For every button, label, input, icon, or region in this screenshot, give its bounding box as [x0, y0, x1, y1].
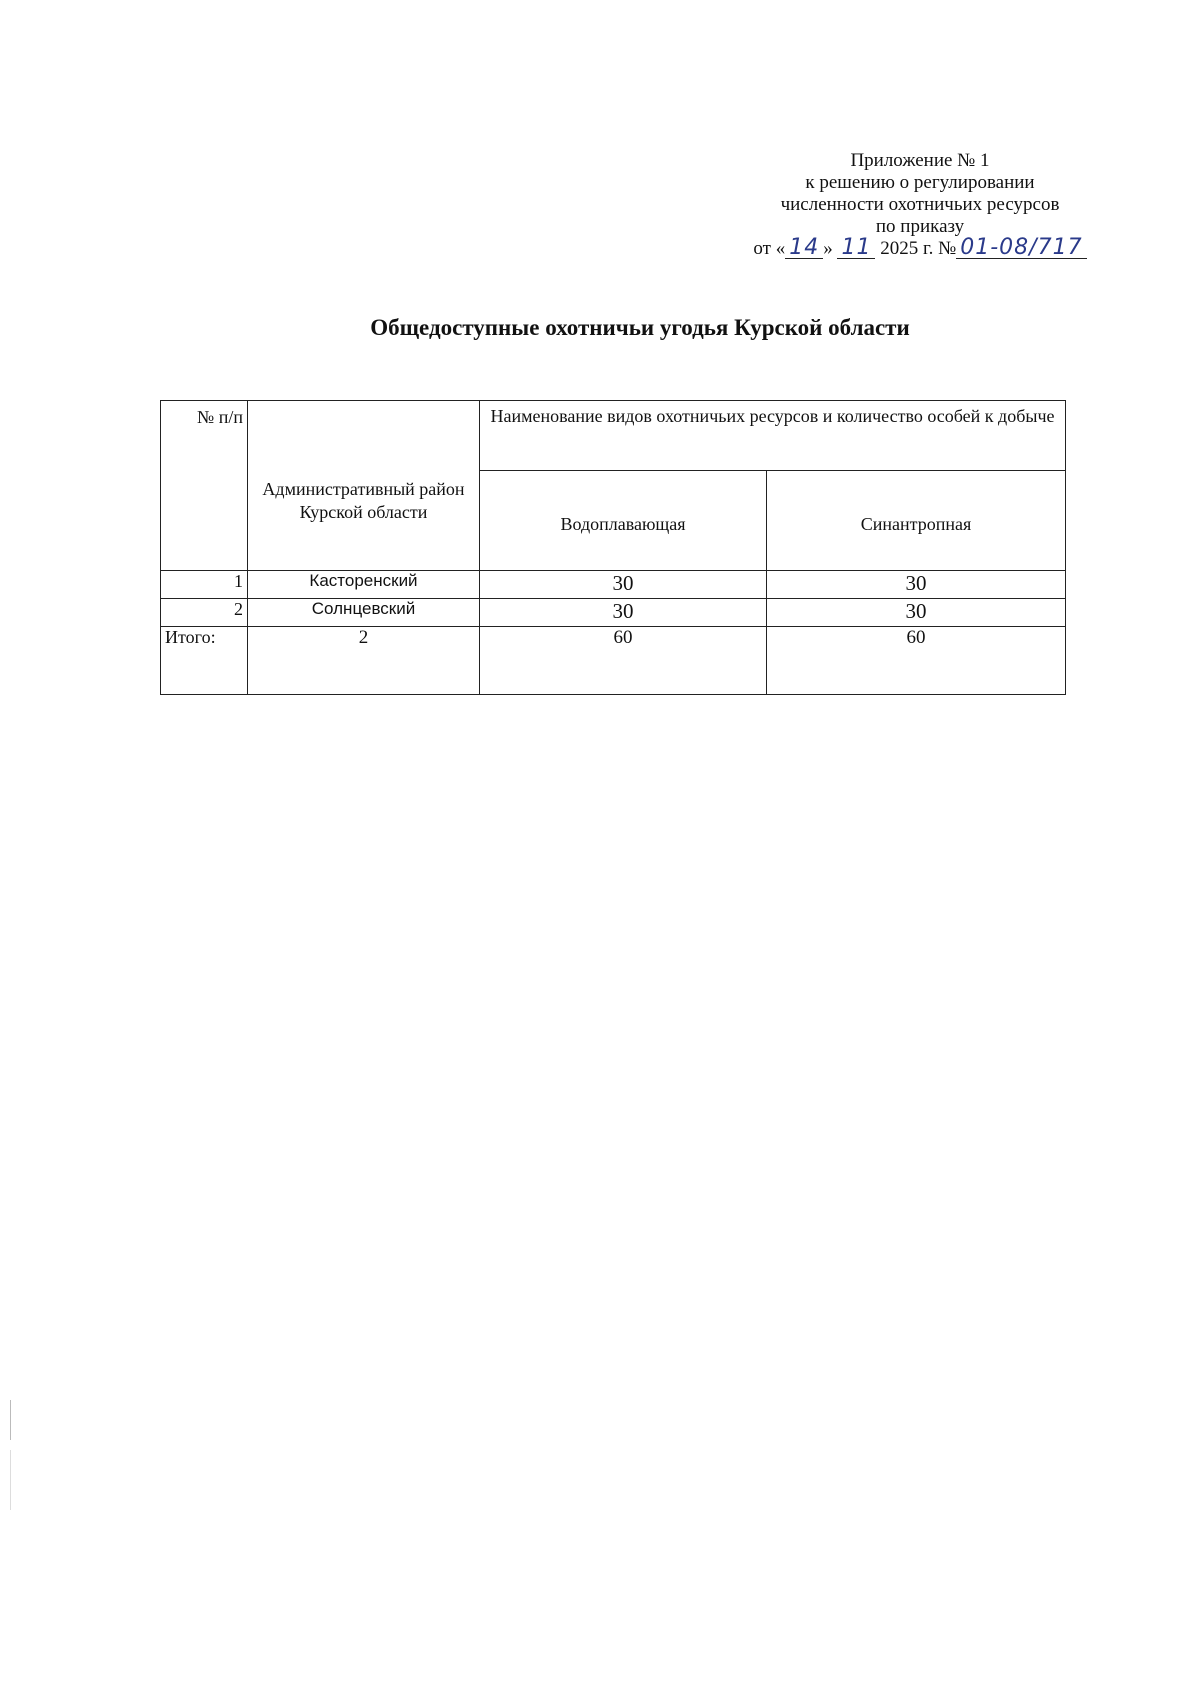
date-mid: »	[823, 238, 833, 259]
row-waterfowl: 30	[480, 571, 767, 599]
total-synanthropic: 60	[767, 627, 1066, 695]
date-prefix: от «	[753, 238, 786, 259]
appendix-date-line	[740, 235, 1100, 260]
scan-artifact-line	[10, 1400, 11, 1440]
handwritten-day: 14	[785, 238, 823, 259]
hunting-grounds-table	[160, 400, 1066, 695]
row-number: 2	[161, 599, 248, 627]
appendix-line-decision: к решению о регулировании	[805, 172, 1035, 193]
header-row-top	[161, 401, 1066, 471]
date-year: 2025 г. №	[880, 238, 957, 259]
total-district-count: 2	[248, 627, 480, 695]
appendix-line-resources: численности охотничьих ресурсов	[780, 194, 1060, 215]
header-district: Административный район Курской области	[248, 401, 480, 571]
appendix-block	[740, 150, 1100, 260]
appendix-title: Приложение № 1	[850, 150, 990, 171]
row-district: Касторенский	[248, 571, 480, 599]
row-number: 1	[161, 571, 248, 599]
total-label: Итого:	[161, 627, 248, 695]
header-resources: Наименование видов охотничьих ресурсов и количество особей к добыче	[480, 401, 1066, 471]
scan-artifact-dots	[10, 1450, 11, 1510]
total-waterfowl: 60	[480, 627, 767, 695]
header-synanthropic: Синантропная	[767, 471, 1066, 571]
appendix-line-order: по приказу	[875, 216, 965, 237]
header-number: № п/п	[161, 401, 248, 571]
row-waterfowl: 30	[480, 599, 767, 627]
document-title: Общедоступные охотничьи угодья Курской области	[370, 315, 910, 340]
row-synanthropic: 30	[767, 599, 1066, 627]
handwritten-month: 11	[837, 238, 875, 259]
table-row	[161, 571, 1066, 599]
handwritten-order-number: 01-08/717	[956, 238, 1086, 259]
row-district: Солнцевский	[248, 599, 480, 627]
header-waterfowl: Водоплавающая	[480, 471, 767, 571]
total-row	[161, 627, 1066, 695]
row-synanthropic: 30	[767, 571, 1066, 599]
table-row	[161, 599, 1066, 627]
